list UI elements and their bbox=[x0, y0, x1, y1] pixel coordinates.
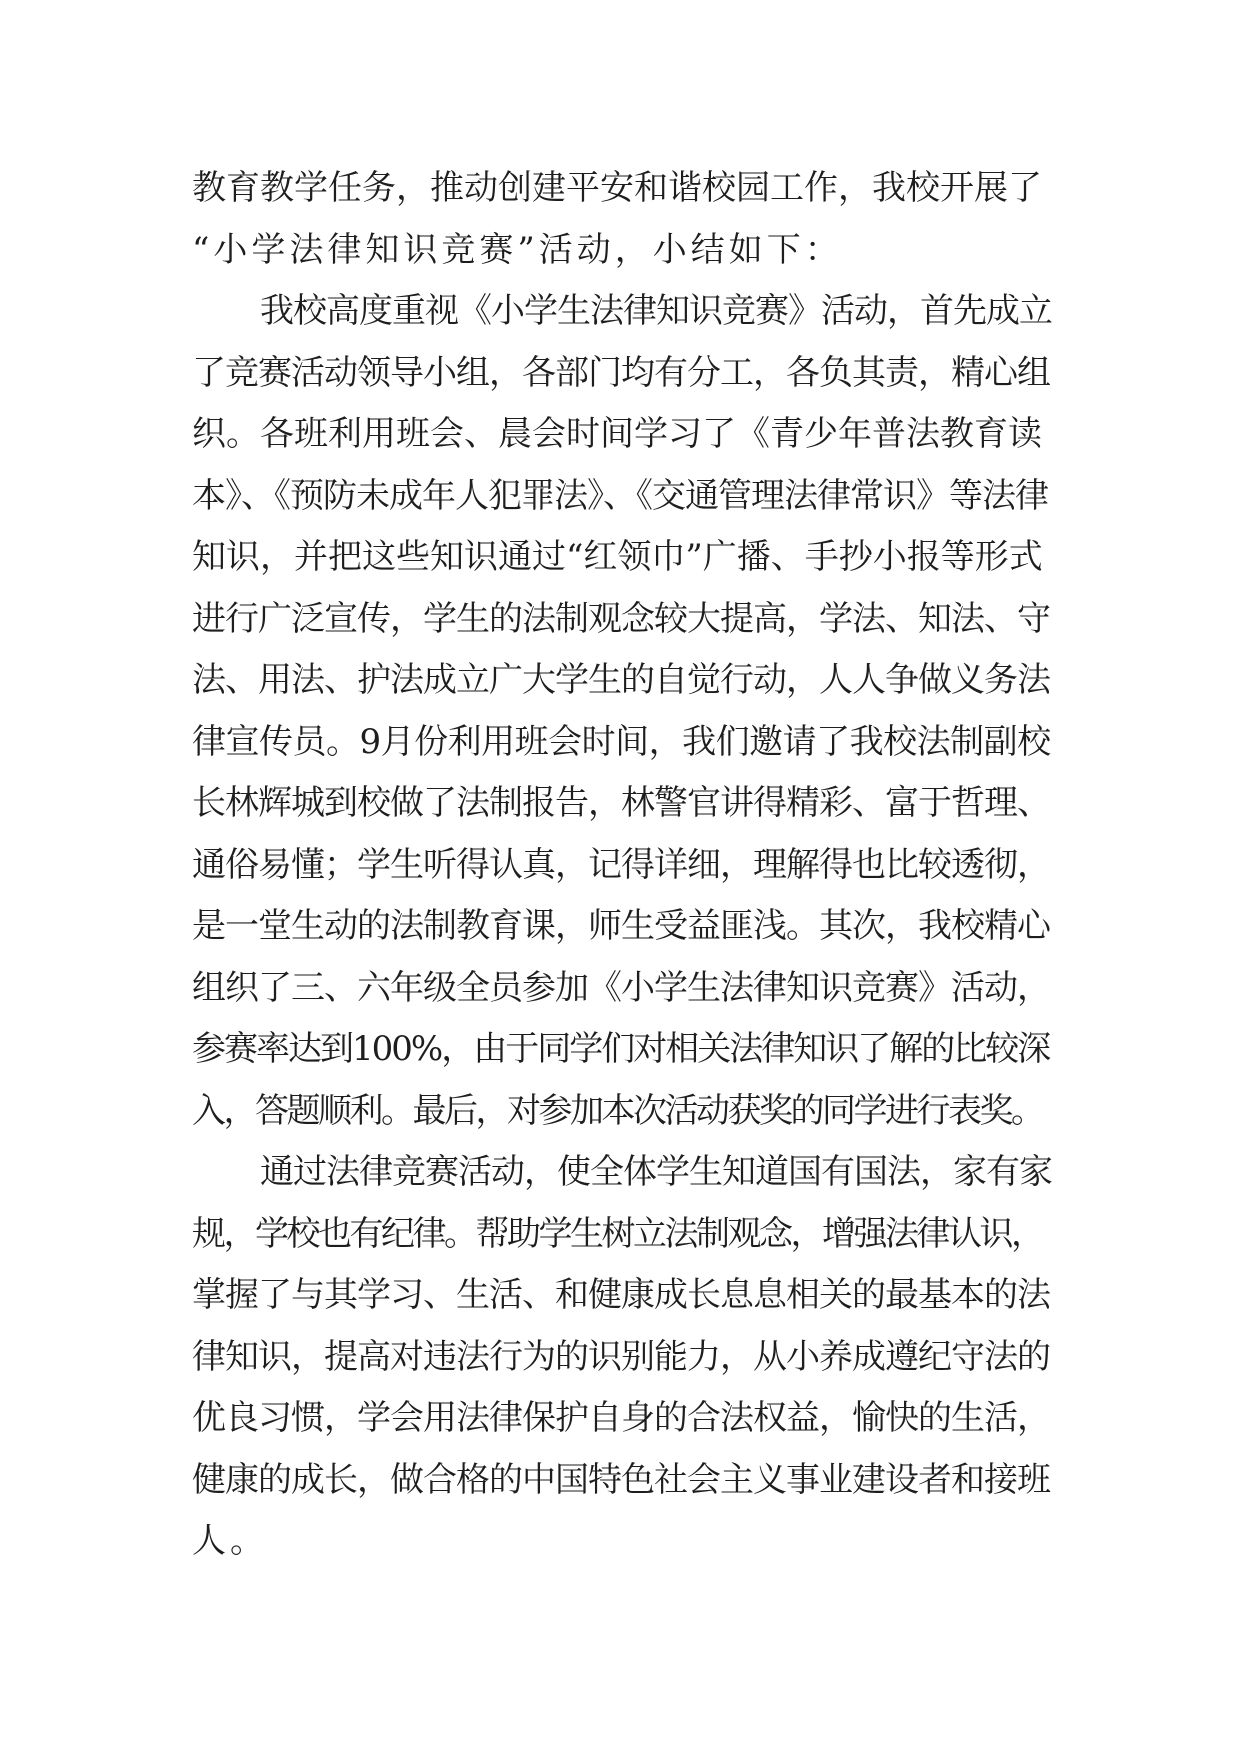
text-line: 律宣传员。9月份利用班会时间，我们邀请了我校法制副校 bbox=[192, 721, 1051, 762]
text-line: 通俗易懂；学生听得认真，记得详细，理解得也比较透彻， bbox=[192, 844, 1050, 885]
text-line: 我校高度重视《小学生法律知识竞赛》活动，首先成立 bbox=[260, 291, 1052, 331]
text-line: 织。各班利用班会、晨会时间学习了《青少年普法教育读 bbox=[192, 414, 1042, 454]
text-line: 组织了三、六年级全员参加《小学生法律知识竞赛》活动， bbox=[192, 967, 1050, 1008]
text-line: 知识，并把这些知识通过“红领巾”广播、手抄小报等形式 bbox=[192, 537, 1043, 577]
document-body bbox=[192, 158, 1052, 1573]
text-line: 掌握了与其学习、生活、和健康成长息息相关的最基本的法 bbox=[192, 1275, 1050, 1315]
text-line: 是一堂生动的法制教育课，师生受益匪浅。其次，我校精心 bbox=[192, 906, 1050, 946]
text-line: 长林辉城到校做了法制报告，林警官讲得精彩、富于哲理、 bbox=[192, 783, 1050, 823]
text-line: “小学法律知识竞赛”活动，小结如下： bbox=[192, 229, 843, 270]
text-line: 进行广泛宣传，学生的法制观念较大提高，学法、知法、守 bbox=[192, 598, 1050, 639]
text-line: 教育教学任务，推动创建平安和谐校园工作，我校开展了 bbox=[192, 168, 1042, 208]
text-line: 了竞赛活动领导小组，各部门均有分工，各负其责，精心组 bbox=[192, 352, 1050, 393]
text-line: 人。 bbox=[192, 1521, 268, 1561]
text-line: 健康的成长，做合格的中国特色社会主义事业建设者和接班 bbox=[192, 1459, 1050, 1500]
text-line: 参赛率达到100%，由于同学们对相关法律知识了解的比较深 bbox=[192, 1029, 1050, 1069]
text-line: 通过法律竞赛活动，使全体学生知道国有国法，家有家 bbox=[260, 1152, 1052, 1192]
text-line: 律知识，提高对违法行为的识别能力，从小养成遵纪守法的 bbox=[192, 1336, 1050, 1377]
text-line: 入，答题顺利。最后，对参加本次活动获奖的同学进行表奖。 bbox=[192, 1090, 1043, 1131]
text-line: 本》、《预防未成年人犯罪法》、《交通管理法律常识》等法律 bbox=[192, 475, 1048, 516]
text-line: 优良习惯，学会用法律保护自身的合法权益，愉快的生活， bbox=[192, 1398, 1050, 1438]
text-line: 规，学校也有纪律。帮助学生树立法制观念，增强法律认识， bbox=[192, 1213, 1043, 1254]
text-line: 法、用法、护法成立广大学生的自觉行动，人人争做义务法 bbox=[192, 660, 1050, 700]
